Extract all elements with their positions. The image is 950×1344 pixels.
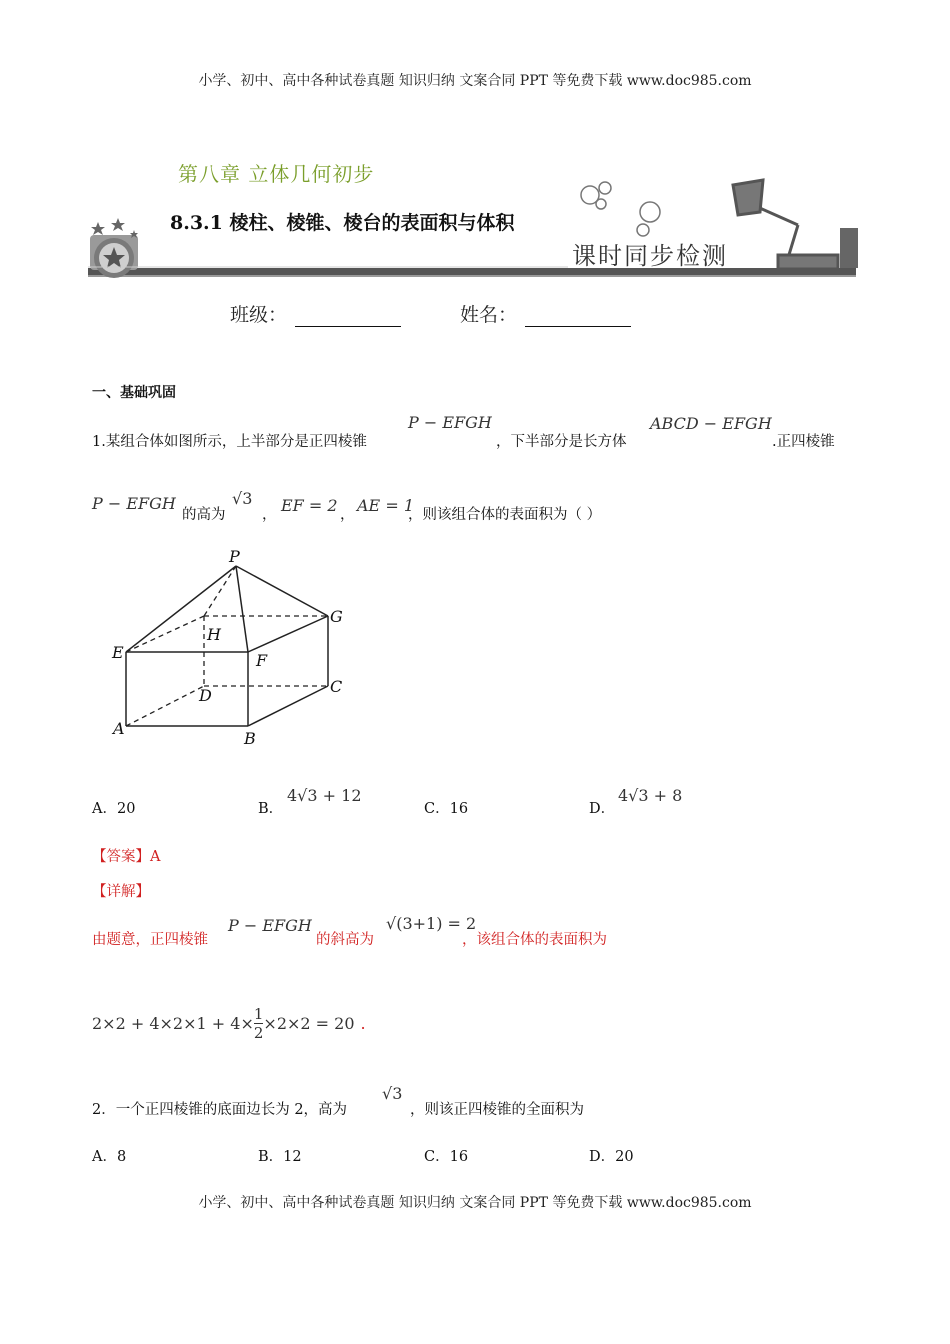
- q1-figure: [108, 548, 358, 748]
- q1-option-c[interactable]: [424, 797, 468, 818]
- q1-option-a-label: A．: [92, 801, 117, 817]
- q1-line2-b: ，则该组合体的表面积为（ ）: [408, 507, 602, 523]
- edge-BC: [248, 686, 328, 726]
- q1-answer-label: 【答案】: [92, 849, 150, 865]
- label-B: B: [244, 729, 256, 748]
- q1-answer: [92, 845, 160, 866]
- class-label: 班级：: [230, 304, 288, 326]
- q1-answer-value: A: [150, 849, 161, 865]
- q1-detail-a: 由题意，正四棱锥: [92, 932, 208, 948]
- q1-ef: EF = 2: [281, 496, 338, 515]
- q2-option-c-value: 16: [449, 1149, 469, 1165]
- q2-option-b-value: 12: [283, 1149, 302, 1165]
- q2-option-c[interactable]: [424, 1145, 468, 1166]
- q2-option-c-label: C．: [424, 1149, 450, 1165]
- edge-PH: [204, 566, 236, 616]
- q2-option-b-label: B．: [258, 1149, 284, 1165]
- q2-text-b: ，则该正四棱锥的全面积为: [410, 1102, 584, 1118]
- class-field[interactable]: [230, 300, 401, 327]
- q2-option-a[interactable]: [92, 1145, 126, 1166]
- label-A: A: [113, 719, 125, 738]
- q2-option-d[interactable]: [589, 1145, 634, 1166]
- q1-tail: .正四棱锥: [772, 434, 835, 450]
- q1-sqrt3: √3: [232, 489, 253, 508]
- edge-PF: [236, 566, 248, 652]
- q1-math-box: ABCD − EFGH: [650, 414, 772, 433]
- q1-detail-math: P − EFGH: [228, 916, 312, 935]
- banner-badge-text: 课时同步检测: [572, 242, 728, 270]
- page-header: 小学、初中、高中各种试卷真题 知识归纳 文案合同 PPT 等免费下载 www.doc985.com: [198, 73, 752, 89]
- star-badge-icon: [90, 218, 138, 278]
- section-title: 一、基础巩固: [92, 385, 176, 401]
- class-blank[interactable]: [295, 308, 401, 327]
- edge-AD: [126, 686, 204, 726]
- name-label: 姓名：: [460, 304, 518, 326]
- q1-ae: AE = 1: [357, 496, 414, 515]
- label-D: D: [199, 686, 212, 705]
- q1-line2-math: P − EFGH: [92, 494, 176, 513]
- q1-calc-fraction: [254, 1005, 264, 1042]
- q1-mid: ，下半部分是长方体: [496, 434, 627, 450]
- q1-option-a-value: 20: [116, 801, 136, 817]
- q1-detail-label: 【详解】: [92, 884, 150, 900]
- name-field[interactable]: [460, 300, 631, 327]
- lesson-title: 8.3.1 棱柱、棱锥、棱台的表面积与体积: [170, 212, 515, 234]
- label-C: C: [330, 677, 343, 696]
- chapter-title: 第八章 立体几何初步: [178, 162, 375, 186]
- q1-calc-left: 2×2 + 4×2×1 + 4×: [92, 1014, 254, 1033]
- q2-option-b[interactable]: [258, 1145, 302, 1166]
- q1-option-c-value: 16: [449, 801, 469, 817]
- label-G: G: [330, 607, 343, 626]
- page-footer: 小学、初中、高中各种试卷真题 知识归纳 文案合同 PPT 等免费下载 www.doc985.com: [198, 1195, 752, 1211]
- q1-calc-end: .: [360, 1014, 366, 1033]
- q2-option-a-label: A．: [92, 1149, 117, 1165]
- q1-line2-a: 的高为: [182, 507, 226, 523]
- q1-calc-right: ×2×2 = 20: [263, 1014, 355, 1033]
- q1-comma-1: ，: [262, 507, 277, 523]
- label-P: P: [229, 548, 240, 566]
- q1-calc: [92, 1005, 366, 1042]
- q2-text-a: 2．一个正四棱锥的底面边长为 2，高为: [92, 1102, 348, 1118]
- label-E: E: [112, 643, 124, 662]
- q2-option-d-value: 20: [615, 1149, 634, 1165]
- q1-option-b[interactable]: [258, 797, 283, 818]
- q2-sqrt3: √3: [382, 1084, 403, 1103]
- bubble-decoration-icon: [581, 182, 660, 236]
- desk-lamp-icon: [733, 180, 858, 269]
- q1-detail-c: ，该组合体的表面积为: [462, 932, 607, 948]
- q1-option-c-label: C．: [424, 801, 450, 817]
- q1-math-pyramid: P − EFGH: [408, 413, 492, 432]
- q2-option-d-label: D．: [589, 1149, 616, 1165]
- q1-option-b-label: B．: [258, 801, 284, 817]
- q1-option-d-label: D．: [589, 801, 616, 817]
- q1-option-d-value: 4√3 + 8: [618, 786, 683, 805]
- q1-calc-frac-num: 1: [253, 1005, 264, 1023]
- edge-PG: [236, 566, 328, 616]
- q1-option-a[interactable]: [92, 797, 135, 818]
- banner-base-stripe: [88, 268, 856, 275]
- name-blank[interactable]: [525, 308, 631, 327]
- q2-option-a-value: 8: [116, 1149, 127, 1165]
- banner-base-shadow: [88, 275, 856, 277]
- q1-intro: 1.某组合体如图所示，上半部分是正四棱锥: [92, 434, 367, 450]
- edge-FG: [248, 616, 328, 652]
- q1-calc-frac-den: 2: [253, 1024, 264, 1042]
- q1-detail-expr: √(3+1) = 2: [386, 914, 477, 933]
- q1-detail-b: 的斜高为: [316, 932, 374, 948]
- q1-comma-2: ，: [340, 507, 355, 523]
- label-F: F: [256, 651, 268, 670]
- q1-option-b-value: 4√3 + 12: [287, 786, 362, 805]
- label-H: H: [207, 625, 221, 644]
- q1-option-d[interactable]: [589, 797, 615, 818]
